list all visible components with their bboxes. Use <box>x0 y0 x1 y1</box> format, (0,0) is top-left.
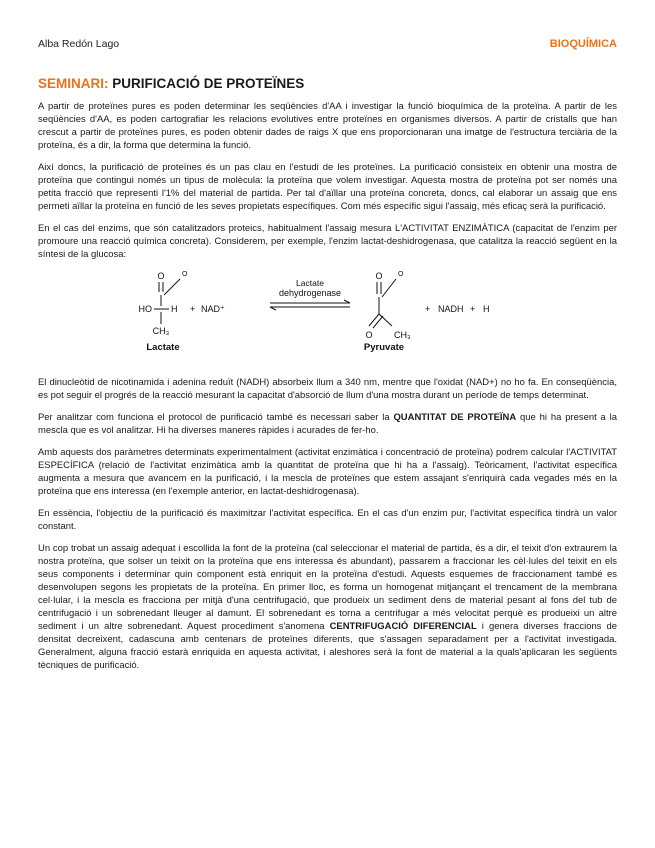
lactate-o-minus: O <box>182 271 188 278</box>
plus-1: + <box>190 304 196 314</box>
term-protein-quantity: QUANTITAT DE PROTEÏNA <box>393 412 517 423</box>
author-name: Alba Redón Lago <box>38 38 120 50</box>
lactate-h: H <box>171 304 178 314</box>
p5-end: que hi ha present a la mescla que es vol analitzar. Hi ha diverses maneres ràpides i acurades de fer-ho. <box>38 412 617 436</box>
document-body <box>38 100 617 681</box>
title-main: PURIFICACIÓ DE PROTEÏNES <box>112 76 305 91</box>
paragraph-nadh: El dinucleòtid de nicotinamida i adenina reduït (NADH) absorbeix llum a 340 nm, mentre que l'oxidat (NAD+) no ho fa. En conseqüència, es pot seguir el progrés de la reacció mesurant la capacitat d'absorció de llum d'una mostra durant un període de temps determinat. <box>38 377 617 401</box>
pyruvate-o-keto: O <box>365 330 373 340</box>
paragraph-objective: En essència, l'objectiu de la purificació és maximitzar l'activitat específica. En el cas d'un enzim pur, l'activitat específica tindrà un valor constant. <box>38 508 617 532</box>
pyruvate-keto-bond-a <box>369 314 379 326</box>
paragraph-enzymes: En el cas del enzims, que són catalitzadors proteics, habitualment l'assaig mesura L'ACTIVITAT ENZIMÀTICA (capacitat de l'enzim per promoure una reacció química concreta). Considerem, per exemple, l'enzim lactat-deshidrogenasa, que catalitza la reacció següent en la síntesi de la glucosa: <box>38 223 617 260</box>
enzyme-label-2: dehydrogenase <box>278 288 342 298</box>
paragraph-centrifugation <box>38 542 617 672</box>
page-title <box>38 76 617 91</box>
pyruvate-ch3: CH₃ <box>394 330 411 340</box>
term-differential-centrifugation: CENTRIFUGACIÓ DIFERENCIAL <box>329 621 477 632</box>
lactate-label: Lactate <box>146 342 180 353</box>
subject-label: BIOQUÍMICA <box>549 38 617 50</box>
lactate-ho: HO <box>138 304 152 314</box>
lactate-ch3: CH₃ <box>152 326 170 336</box>
pyruvate-ch3-bond <box>379 314 392 326</box>
pyruvate-o-minus: O <box>398 271 404 278</box>
nadh: NADH <box>438 304 464 314</box>
nad-plus: NAD⁺ <box>201 304 225 314</box>
paragraph-intro: A partir de proteïnes pures es poden determinar les seqüències d'AA i investigar la funció bioquímica de la proteïna. A partir de les seqüències d'AA, es poden cartografiar les relacions evolutives entre proteïnes en organismes diversos. A partir de cristalls que han crescut a partir de proteïnes pures, es poden obtenir dades de raigs X que ens proporcionaran una imatge de l'estructura terciària de la proteïna, és a dir, la forma que determina la funció. <box>38 101 617 151</box>
paragraph-specific-activity: Amb aquests dos paràmetres determinats experimentalment (activitat enzimàtica i concentració de proteïna) podrem calcular l'ACTIVITAT ESPECÍFICA (relació de l'activitat enzimàtica amb la quantitat de proteïna que hi ha a l'assaig). Teòricament, l'activitat específica augmenta a mesura que avancem en la purificació, i la mescla de proteïnes que estem assajant s'enriquirà cada vegades més en la proteïna que ens interessa (en l'exemple anterior, en lactat-deshidrogenasa). <box>38 447 617 497</box>
paragraph-purification: Així doncs, la purificació de proteïnes és un pas clau en l'estudi de les proteïnes. La purificació consisteix en obtenir una mostra de proteïna que contingui només un tipus de molècula: la proteïna que volem investigar. Aquesta mostra de proteïna pot ser només una petita fracció que representi l'1% del material de partida. Per tal d'aïllar una proteïna concreta, doncs, cal elaborar un assaig que ens permeti aïllar la proteïna en funció de les seves propietats específiques. Com més específic sigui l'assaig, més eficaç serà la purificació. <box>38 162 617 212</box>
p8-end: i genera diverses fraccions de densitat decreixent, cadascuna amb centenars de proteïnes diferents, que s'assagen separadament per a l'activitat investigada. Generalment, alguna fracció estarà enriquida en aquesta activitat, i aleshores serà la font de material a la quals'aplicaran les següents tècniques de purificació. <box>38 621 617 671</box>
pyruvate-single-bond <box>382 279 396 297</box>
reaction-diagram <box>38 270 617 366</box>
pyruvate-keto-bond-b <box>373 316 383 328</box>
page-header <box>38 38 617 50</box>
enzyme-label-1: Lactate <box>296 278 324 288</box>
h-plus: H <box>483 304 490 314</box>
plus-2: + <box>425 304 431 314</box>
lactate-o-top: O <box>157 271 165 281</box>
p8-start: Un cop trobat un assaig adequat i escollida la font de la proteïna (cal seleccionar el material de partida, és a dir, el teixit d'on extraurem la nostra proteïna, que solser un teixit on la proteïna que ens interessa és abundant), passarem a fraccionar les cèl·lules del teixit en els seus components i determinar quin component està enriquit en la proteïna d'estudi. Aquests esquemes de fraccionament també es desenvolupen segons les propietats de la proteïna. En primer lloc, es forma un homogenat mitjançant el trencament de la membrana cel·lular, i la mescla es fracciona per mitjà d'una centrifugació, que produeix un sediment dens de material pesant al fons del tub de centrifugació i un sobrenedant lleuger al damunt. El sobrenedant es torna a centrifugar a més velocitat perquè es produeixi un altre sediment i un altre sobrenedant. Aquest procediment s'anomena <box>38 543 617 632</box>
paragraph-protein-quantity <box>38 411 617 437</box>
title-lead: SEMINARI: <box>38 76 109 91</box>
pyruvate-o-top: O <box>375 271 383 281</box>
p5-start: Per analitzar com funciona el protocol de purificació també és necessari saber la <box>38 412 394 423</box>
plus-3: + <box>470 304 476 314</box>
lactate-pyruvate-reaction <box>38 270 617 366</box>
pyruvate-label: Pyruvate <box>363 342 405 353</box>
lactate-single-bond <box>164 279 180 295</box>
